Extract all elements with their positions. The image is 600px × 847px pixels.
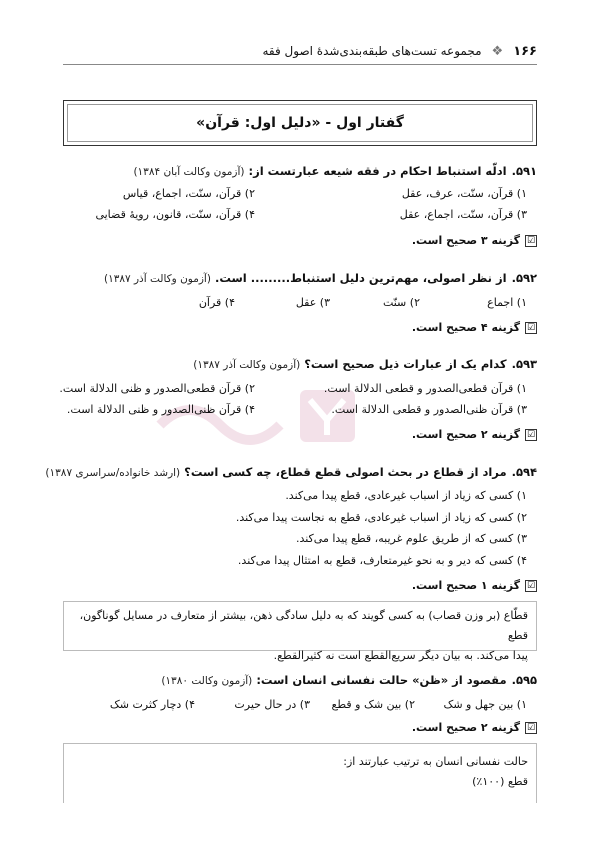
answer-595: [412, 721, 537, 734]
answer-text: گزینه ۴ صحیح است.: [411, 321, 520, 334]
question-number: ۵۹۴.: [511, 465, 537, 479]
question-number: ۵۹۳.: [511, 357, 537, 371]
option-2: ۲) قرآن، سنّت، اجماع، قیاس: [122, 187, 255, 200]
page-number: ۱۶۶: [513, 43, 537, 59]
question-text: از نظر اصولی، مهم‌ترین دلیل استنباط......... است.: [214, 271, 507, 285]
question-591: [133, 164, 537, 178]
checkbox-icon: ☑: [526, 722, 536, 733]
question-text: مقصود از «ظن» حالت نفسانی انسان است:: [256, 673, 507, 687]
answer-592: [412, 321, 537, 334]
question-source: (ارشد خانواده/سراسری ۱۳۸۷): [45, 467, 181, 479]
question-text: کدام یک از عبارات ذیل صحیح است؟: [304, 357, 507, 371]
checkbox-icon: ☑: [526, 322, 536, 333]
option-1: ۱) کسی که زیاد از اسباب غیرعادی، قطع پیدا می‌کند.: [285, 489, 527, 502]
question-number: ۵۹۲.: [511, 271, 537, 285]
option-2: ۲) بین شک و قطع: [331, 698, 415, 711]
question-number: ۵۹۱.: [511, 164, 537, 178]
option-4: ۴) قرآن، سنّت، قانون، رویهٔ قضایی: [95, 208, 255, 221]
question-number: ۵۹۵.: [511, 673, 537, 687]
option-2: ۲) قرآن قطعی‌الصدور و ظنی الدلالة است.: [59, 382, 255, 395]
explanation-box: [63, 743, 537, 803]
option-3: ۳) قرآن ظنی‌الصدور و قطعی الدلالة است.: [331, 403, 527, 416]
option-3: ۳) عقل: [295, 296, 330, 309]
explanation-box: [63, 601, 537, 662]
question-text: مراد از قطاع در بحث اصولی قطع قطاع، چه کسی است؟: [184, 465, 507, 479]
option-4: ۴) دچار کثرت شک: [109, 698, 195, 711]
question-source: (آزمون وکالت ۱۳۸۰): [161, 675, 253, 687]
explanation-line: پیدا می‌کند. به بیان دیگر سریع‌القطع است نه کثیرالقطع.: [273, 649, 528, 662]
option-1: ۱) بین جهل و شک: [443, 698, 527, 711]
option-3: ۳) قرآن، سنّت، اجماع، عقل: [399, 208, 527, 221]
explanation-line: حالت نفسانی انسان به ترتیب عبارتند از:: [343, 755, 528, 768]
answer-text: گزینه ۲ صحیح است.: [411, 428, 520, 441]
question-594: [45, 465, 537, 479]
option-2: ۲) سنّت: [382, 296, 420, 309]
book-title: مجموعه تست‌های طبقه‌بندی‌شدهٔ اصول فقه: [262, 44, 482, 58]
option-3: ۳) کسی که از طریق علوم غریبه، قطع پیدا می‌کند.: [295, 532, 527, 545]
answer-text: گزینه ۱ صحیح است.: [411, 579, 520, 592]
answer-text: گزینه ۳ صحیح است.: [411, 234, 520, 247]
option-4: ۴) قرآن ظنی‌الصدور و ظنی الدلالة است.: [66, 403, 255, 416]
section-title: گفتار اول - «دلیل اول: قرآن»: [196, 115, 404, 131]
section-title-box: [63, 100, 537, 146]
answer-591: [412, 234, 537, 247]
option-4: ۴) قرآن: [198, 296, 235, 309]
option-2: ۲) کسی که زیاد از اسباب غیرعادی، قطع به نجاست پیدا می‌کند.: [235, 511, 527, 524]
question-source: (آزمون وکالت آذر ۱۳۸۷): [103, 273, 211, 285]
question-source: (آزمون وکالت آبان ۱۳۸۴): [133, 166, 245, 178]
question-text: ادلّه استنباط احکام در فقه شیعه عبارتست از:: [248, 164, 507, 178]
checkbox-icon: ☑: [526, 429, 536, 440]
checkbox-icon: ☑: [526, 580, 536, 591]
page-header: [63, 38, 537, 65]
option-3: ۳) در حال حیرت: [234, 698, 310, 711]
option-1: ۱) قرآن قطعی‌الصدور و قطعی الدلالة است.: [323, 382, 527, 395]
option-4: ۴) کسی که دیر و به نحو غیرمتعارف، قطع به امتثال پیدا می‌کند.: [237, 554, 527, 567]
question-595: [161, 673, 537, 687]
question-source: (آزمون وکالت آذر ۱۳۸۷): [193, 359, 301, 371]
checkbox-icon: ☑: [526, 235, 536, 246]
ornament-icon: ❖: [491, 43, 504, 59]
explanation-line: قطع (۱۰۰٪): [472, 775, 528, 788]
question-593: [193, 357, 537, 371]
answer-593: [412, 428, 537, 441]
answer-594: [412, 579, 537, 592]
explanation-line: قطّاع (بر وزن قصاب) به کسی گویند که به دلیل سادگی ذهن، بیشتر از متعارف در مسایل گوناگون، قطع: [79, 609, 528, 642]
question-592: [104, 271, 537, 285]
option-1: ۱) اجماع: [487, 296, 527, 309]
option-1: ۱) قرآن، سنّت، عرف، عقل: [401, 187, 527, 200]
answer-text: گزینه ۲ صحیح است.: [411, 721, 520, 734]
